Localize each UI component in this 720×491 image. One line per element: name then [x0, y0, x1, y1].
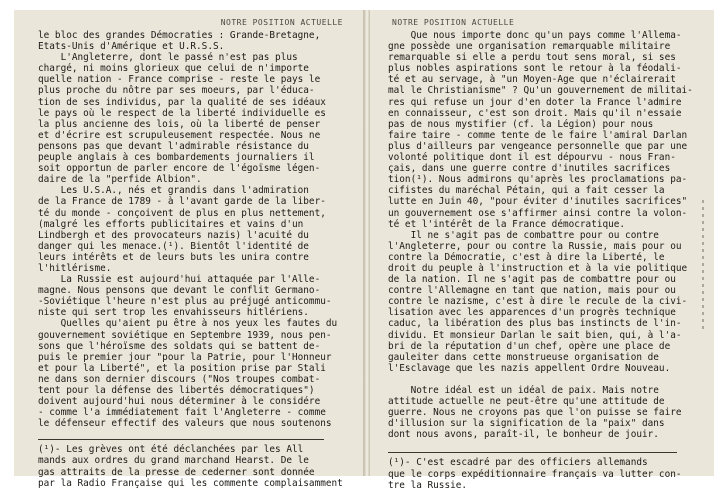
right-page-footnote: (¹)- C'est escadré par des officiers allemands que le corps expéditionnaire français va lutter con- tre la Russie.: [388, 457, 682, 491]
running-head-left: NOTRE POSITION ACTUELLE: [220, 18, 343, 27]
right-page: [370, 10, 714, 491]
footnote-rule-left: [38, 439, 324, 440]
running-head-right: NOTRE POSITION ACTUELLE: [392, 18, 515, 27]
right-page-body: Que nous importe donc qu'un pays comme l'Allema- gne possède une organisation remarquable militaire remarquable si elle a perdu tout sens moral, si ses plus nobles aspirations sont le retour à la féodali- té et au servage, à "un Moyen-Age que n'éclairerait mal le Christianisme" ? Qu'un gouvernement de militai- res qui refuse un jour d'en doter la France l'admire en connaisseur, c'est son droit. Mais qu'il n'essaie pas de nous mystifier (cf. la Légion) pour nous faire taire - comme tente de le faire l'amiral Darlan plus d'ailleurs par vengeance personnelle que par une volonté politique dont il est dépourvu - nous Fran- çais, dans une guerre contre d'inutiles sacrifices tion(¹). Nous admirons qu'après les proclamations pa- cifistes du maréchal Pétain, qui a fait cesser la lutte en Juin 40, "pour éviter d'inutiles sacrifices" un gouvernement ose s'affirmer ainsi contre la volon- té et l'intérêt de la France démocratique. Il ne s'agit pas de combattre pour ou contre l'Angleterre, pour ou contre la Russie, mais pour ou contre la Démocratie, c'est à dire la Liberté, le droit du peuple à l'instruction et à la vie politique de la nation. Il ne s'agit pas de combattre pour ou contre l'Allemagne en tant que nation, mais pour ou contre le nazisme, c'est à dire le recule de la civi- lisation avec les apparences d'un progrès technique caduc, la libération des plus bas instincts de l'in- dividu. Et monsieur Darlan le sait bien, qui, à l'a- bri de la réputation d'un chef, opère une place de gauleiter dans cette monstrueuse organisation de l'Esclavage que les nazis appellent Ordre Nouveau. Notre idéal est un idéal de paix. Mais notre attitude actuelle ne peut-être qu'une attitude de guerre. Nous ne croyons pas que l'on puisse se faire d'illusion sur la signification de la "paix" dans dont nous avons, paraît-il, le bonheur de jouir.: [388, 30, 693, 441]
margin-mark-icon: [698, 200, 708, 330]
left-page-body: le bloc des grandes Démocraties : Grande-Bretagne, Etats-Unis d'Amérique et U.R.S.S. L'Angleterre, dont le passé n'est pas plus chargé, ni moins glorieux que celui de n'importe quelle nation - France comprise - reste le pays le plus proche du nôtre par ses moeurs, par l'éduca- tion de ses individus, par la qualité de ses idéaux le pays où le respect de la liberté individuelle es la plus ancienne des lois, où la liberté de penser et d'écrire est scrupuleusement respectée. Nous ne pensons pas que devant l'admirable résistance du peuple anglais à ces bombardements journaliers il soit opportun de parler encore de l'égoïsme légen- daire de la "perfide Albion". Les U.S.A., nés et grandis dans l'admiration de la France de 1789 - à l'avant garde de la liber- té du monde - conçoivent de plus en plus nettement, (malgré les efforts publicitaires et vains d'un Lindbergh et des provocateurs nazis) l'acuité du danger qui les menace.(¹). Bientôt l'identité de leurs intérêts et de leurs buts les unira contre l'hitlérisme. La Russie est aujourd'hui attaquée par l'Alle- magne. Nous pensons que devant le conflit Germano- -Soviétique l'heure n'est plus au préjugé anticommu- niste qui sert trop les envahisseurs hitlériens. Quelles qu'aient pu être à nos yeux les fautes du gouvernement soviétique en Septembre 1939, nous pen- sons que l'héroïsme des soldats qui se battent de- puis le premier jour "pour la Patrie, pour l'Honneur et pour la Liberté", et la position prise par Stali ne dans son dernier discours ("Nos troupes combat- tent pour la défense des libertés démocratiques") doivent aujourd'hui nous déterminer à le considére - comme l'a immédiatement fait l'Angleterre - comme le défenseur effectif des valeurs que nous soutenons: [38, 30, 338, 430]
left-page-footnote: (¹)- Les grèves ont été déclanchées par les All mands aux ordres du grand marchand Hearst. De le gas attraits de la presse de cederner sont donnée par la Radio Française qui les commente complaisamment: [38, 444, 343, 489]
left-page: [14, 10, 364, 489]
document-spread: [14, 10, 714, 491]
footnote-rule-right: [388, 452, 677, 453]
